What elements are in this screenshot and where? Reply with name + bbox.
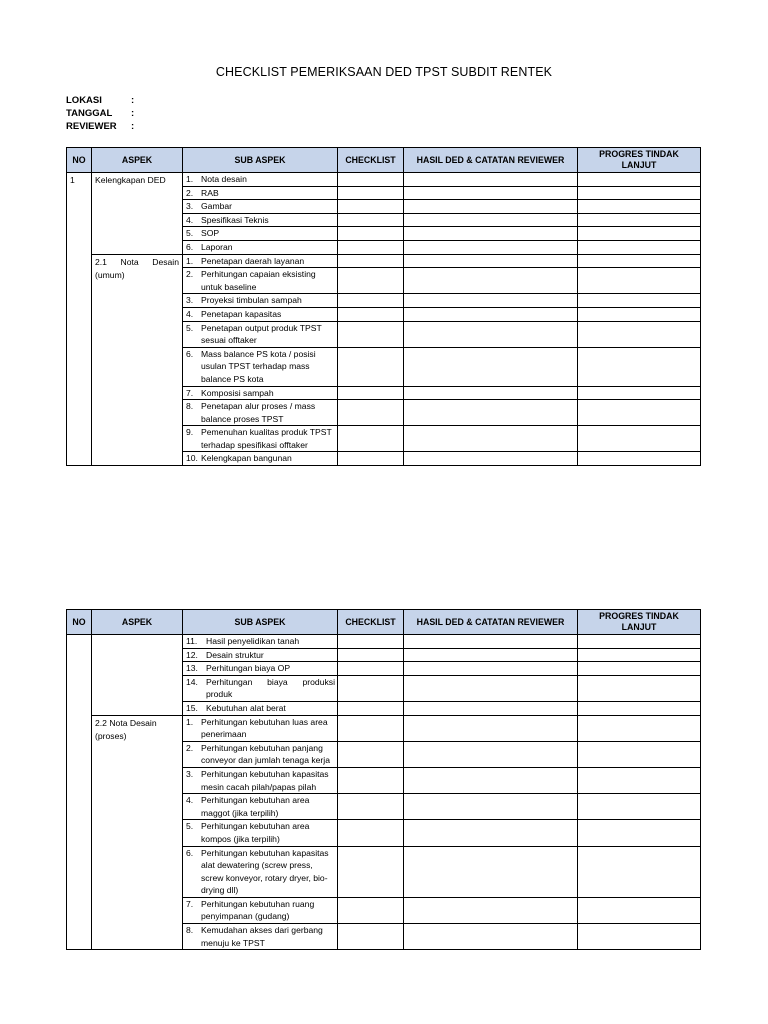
sub-aspek-cell — [183, 846, 338, 897]
sub-aspek-item — [186, 768, 335, 793]
sub-aspek-number: 8. — [186, 401, 194, 412]
checklist-table-2 — [66, 609, 701, 950]
sub-aspek-number: 2. — [186, 742, 194, 753]
sub-aspek-cell — [183, 386, 338, 400]
checklist-cell[interactable] — [338, 426, 404, 452]
hasil-cell[interactable] — [404, 897, 578, 923]
sub-aspek-item — [186, 702, 335, 715]
hasil-cell[interactable] — [404, 794, 578, 820]
sub-aspek-text: Perhitungan kebutuhan luas area penerimaan — [201, 716, 328, 740]
checklist-cell[interactable] — [338, 715, 404, 741]
sub-aspek-item — [186, 898, 335, 923]
progres-cell[interactable] — [578, 675, 701, 701]
checklist-cell[interactable] — [338, 347, 404, 386]
sub-aspek-text: Nota desain — [201, 174, 247, 184]
sub-aspek-text: Desain struktur — [206, 649, 264, 660]
hasil-cell[interactable] — [404, 400, 578, 426]
sub-aspek-number: 13. — [186, 663, 198, 674]
progres-cell[interactable] — [578, 240, 701, 254]
progres-cell[interactable] — [578, 386, 701, 400]
hasil-cell[interactable] — [404, 213, 578, 227]
sub-aspek-cell — [183, 426, 338, 452]
sub-aspek-text: Kemudahan akses dari gerbang menuju ke TPST — [201, 925, 323, 948]
sub-aspek-text: Hasil penyelidikan tanah — [206, 636, 300, 646]
sub-aspek-cell — [183, 701, 338, 715]
progres-cell[interactable] — [578, 701, 701, 715]
progres-cell[interactable] — [578, 648, 701, 662]
sub-aspek-number: 4. — [186, 795, 194, 806]
progres-cell[interactable] — [578, 186, 701, 200]
sub-aspek-cell — [183, 294, 338, 308]
sub-aspek-number: 1. — [186, 716, 194, 727]
aspek-cell — [92, 635, 183, 716]
table-header-row — [67, 148, 701, 173]
sub-aspek-cell — [183, 794, 338, 820]
sub-aspek-number: 4. — [186, 308, 194, 319]
sub-aspek-text: Perhitungan biaya produksi produk — [206, 676, 335, 700]
progres-cell[interactable] — [578, 897, 701, 923]
sub-aspek-number: 1. — [186, 255, 194, 266]
checklist-cell[interactable] — [338, 254, 404, 268]
sub-aspek-item — [186, 400, 335, 425]
hasil-cell[interactable] — [404, 186, 578, 200]
checklist-cell[interactable] — [338, 240, 404, 254]
meta-label: TANGGAL — [66, 108, 113, 119]
checklist-cell[interactable] — [338, 173, 404, 187]
sub-aspek-item — [186, 214, 335, 227]
meta-label: REVIEWER — [66, 121, 117, 132]
sub-aspek-number: 4. — [186, 214, 194, 225]
checklist-cell[interactable] — [338, 321, 404, 347]
sub-aspek-cell — [183, 897, 338, 923]
sub-aspek-number: 2. — [186, 187, 194, 198]
progres-cell[interactable] — [578, 452, 701, 466]
progres-cell[interactable] — [578, 767, 701, 793]
sub-aspek-item — [186, 676, 335, 701]
sub-aspek-text: SOP — [201, 228, 220, 239]
sub-aspek-item — [186, 387, 335, 400]
header-checklist: CHECKLIST — [338, 148, 404, 173]
hasil-cell[interactable] — [404, 452, 578, 466]
hasil-cell[interactable] — [404, 846, 578, 897]
sub-aspek-cell — [183, 767, 338, 793]
sub-aspek-text: Perhitungan kebutuhan kapasitas mesin cacah pilah/papas pilah — [201, 768, 329, 792]
checklist-cell[interactable] — [338, 662, 404, 676]
sub-aspek-cell — [183, 200, 338, 214]
progres-cell[interactable] — [578, 400, 701, 426]
progres-cell[interactable] — [578, 715, 701, 741]
hasil-cell[interactable] — [404, 741, 578, 767]
sub-aspek-number: 6. — [186, 348, 194, 359]
sub-aspek-text: Proyeksi timbulan sampah — [201, 295, 302, 306]
table-row — [67, 715, 701, 741]
sub-aspek-item — [186, 426, 335, 451]
no-cell — [67, 635, 92, 950]
sub-aspek-number: 3. — [186, 295, 194, 306]
checklist-cell[interactable] — [338, 186, 404, 200]
progres-cell[interactable] — [578, 227, 701, 241]
sub-aspek-item — [186, 662, 335, 675]
progres-cell[interactable] — [578, 307, 701, 321]
progres-cell[interactable] — [578, 741, 701, 767]
sub-aspek-text: Penetapan output produk TPST sesuai offtaker — [201, 322, 322, 346]
header-hasil: HASIL DED & CATATAN REVIEWER — [404, 610, 578, 635]
progres-cell[interactable] — [578, 846, 701, 897]
sub-aspek-text: Komposisi sampah — [201, 387, 274, 398]
progres-cell[interactable] — [578, 924, 701, 950]
document-title: CHECKLIST PEMERIKSAAN DED TPST SUBDIT RENTEK — [215, 65, 553, 79]
sub-aspek-number: 1. — [186, 174, 194, 184]
sub-aspek-text: Laporan — [201, 241, 233, 252]
sub-aspek-text: Penetapan kapasitas — [201, 308, 282, 319]
sub-aspek-item — [186, 173, 335, 186]
sub-aspek-cell — [183, 240, 338, 254]
meta-row — [66, 107, 141, 120]
sub-aspek-cell — [183, 321, 338, 347]
hasil-cell[interactable] — [404, 268, 578, 294]
header-no: NO — [67, 610, 92, 635]
checklist-cell[interactable] — [338, 227, 404, 241]
sub-aspek-number: 5. — [186, 322, 194, 333]
sub-aspek-item — [186, 742, 335, 767]
meta-row — [66, 120, 141, 133]
progres-cell[interactable] — [578, 635, 701, 649]
sub-aspek-text: Mass balance PS kota / posisi usulan TPST terhadap mass balance PS kota — [201, 348, 316, 384]
sub-aspek-item — [186, 649, 335, 662]
header-sub-aspek: SUB ASPEK — [183, 610, 338, 635]
hasil-cell[interactable] — [404, 426, 578, 452]
sub-aspek-item — [186, 924, 335, 949]
sub-aspek-number: 15. — [186, 702, 198, 713]
sub-aspek-item — [186, 794, 335, 819]
sub-aspek-number: 7. — [186, 387, 194, 398]
sub-aspek-item — [186, 308, 335, 321]
table-row — [67, 173, 701, 187]
hasil-cell[interactable] — [404, 767, 578, 793]
sub-aspek-cell — [183, 648, 338, 662]
meta-colon: : — [131, 95, 135, 106]
hasil-cell[interactable] — [404, 240, 578, 254]
checklist-cell[interactable] — [338, 897, 404, 923]
hasil-cell[interactable] — [404, 321, 578, 347]
sub-aspek-text: Kebutuhan alat berat — [206, 702, 286, 713]
sub-aspek-cell — [183, 452, 338, 466]
no-cell: 1 — [67, 173, 92, 466]
checklist-cell[interactable] — [338, 307, 404, 321]
checklist-cell[interactable] — [338, 820, 404, 846]
checklist-cell[interactable] — [338, 200, 404, 214]
checklist-cell[interactable] — [338, 294, 404, 308]
progres-cell[interactable] — [578, 213, 701, 227]
sub-aspek-item — [186, 322, 335, 347]
sub-aspek-number: 14. — [186, 676, 198, 687]
header-no: NO — [67, 148, 92, 173]
progres-cell[interactable] — [578, 347, 701, 386]
sub-aspek-number: 9. — [186, 427, 194, 438]
sub-aspek-cell — [183, 924, 338, 950]
sub-aspek-cell — [183, 715, 338, 741]
checklist-cell[interactable] — [338, 635, 404, 649]
hasil-cell[interactable] — [404, 200, 578, 214]
progres-cell[interactable] — [578, 321, 701, 347]
checklist-cell[interactable] — [338, 386, 404, 400]
checklist-cell[interactable] — [338, 846, 404, 897]
checklist-cell[interactable] — [338, 767, 404, 793]
checklist-cell[interactable] — [338, 268, 404, 294]
sub-aspek-number: 6. — [186, 241, 194, 252]
sub-aspek-text: RAB — [201, 187, 219, 198]
sub-aspek-text: Penetapan alur proses / mass balance proses TPST — [201, 401, 316, 424]
sub-aspek-cell — [183, 820, 338, 846]
hasil-cell[interactable] — [404, 227, 578, 241]
hasil-cell[interactable] — [404, 635, 578, 649]
sub-aspek-item — [186, 187, 335, 200]
checklist-cell[interactable] — [338, 924, 404, 950]
hasil-cell[interactable] — [404, 662, 578, 676]
sub-aspek-item — [186, 294, 335, 307]
hasil-cell[interactable] — [404, 386, 578, 400]
checklist-table-1 — [66, 147, 701, 466]
aspek-cell: 2.1 Nota Desain (umum) — [92, 254, 183, 466]
header-aspek: ASPEK — [92, 148, 183, 173]
sub-aspek-text: Perhitungan kebutuhan area kompos (jika terpilih) — [201, 821, 310, 844]
sub-aspek-cell — [183, 662, 338, 676]
sub-aspek-cell — [183, 254, 338, 268]
meta-block — [66, 94, 141, 133]
sub-aspek-item — [186, 716, 335, 741]
header-progres: PROGRES TINDAK LANJUT — [578, 148, 701, 173]
aspek-cell: Kelengkapan DED — [92, 173, 183, 255]
hasil-cell[interactable] — [404, 307, 578, 321]
sub-aspek-cell — [183, 675, 338, 701]
sub-aspek-text: Perhitungan kebutuhan ruang penyimpanan (gudang) — [201, 898, 315, 922]
sub-aspek-number: 3. — [186, 201, 194, 212]
header-aspek: ASPEK — [92, 610, 183, 635]
sub-aspek-item — [186, 847, 335, 897]
sub-aspek-cell — [183, 400, 338, 426]
sub-aspek-number: 8. — [186, 925, 194, 936]
sub-aspek-item — [186, 635, 335, 648]
sub-aspek-cell — [183, 635, 338, 649]
table-row — [67, 635, 701, 649]
hasil-cell[interactable] — [404, 924, 578, 950]
table-row — [67, 254, 701, 268]
sub-aspek-item — [186, 820, 335, 845]
sub-aspek-cell — [183, 307, 338, 321]
header-checklist: CHECKLIST — [338, 610, 404, 635]
sub-aspek-number: 3. — [186, 768, 194, 779]
sub-aspek-cell — [183, 186, 338, 200]
sub-aspek-number: 5. — [186, 228, 194, 239]
hasil-cell[interactable] — [404, 347, 578, 386]
hasil-cell[interactable] — [404, 173, 578, 187]
sub-aspek-number: 5. — [186, 821, 194, 832]
sub-aspek-item — [186, 227, 335, 240]
checklist-cell[interactable] — [338, 701, 404, 715]
progres-cell[interactable] — [578, 794, 701, 820]
header-hasil: HASIL DED & CATATAN REVIEWER — [404, 148, 578, 173]
sub-aspek-cell — [183, 213, 338, 227]
sub-aspek-item — [186, 200, 335, 213]
sub-aspek-cell — [183, 741, 338, 767]
checklist-cell[interactable] — [338, 648, 404, 662]
checklist-cell[interactable] — [338, 741, 404, 767]
sub-aspek-number: 10. — [186, 453, 198, 464]
aspek-cell: 2.2 Nota Desain (proses) — [92, 715, 183, 950]
meta-label: LOKASI — [66, 95, 102, 106]
sub-aspek-cell — [183, 227, 338, 241]
progres-cell[interactable] — [578, 820, 701, 846]
checklist-cell[interactable] — [338, 213, 404, 227]
sub-aspek-cell — [183, 347, 338, 386]
hasil-cell[interactable] — [404, 294, 578, 308]
progres-cell[interactable] — [578, 426, 701, 452]
sub-aspek-text: Spesifikasi Teknis — [201, 214, 269, 225]
header-progres: PROGRES TINDAK LANJUT — [578, 610, 701, 635]
hasil-cell[interactable] — [404, 715, 578, 741]
progres-cell[interactable] — [578, 254, 701, 268]
hasil-cell[interactable] — [404, 820, 578, 846]
hasil-cell[interactable] — [404, 675, 578, 701]
header-sub-aspek: SUB ASPEK — [183, 148, 338, 173]
sub-aspek-number: 6. — [186, 847, 194, 858]
sub-aspek-number: 11. — [186, 636, 198, 646]
checklist-cell[interactable] — [338, 452, 404, 466]
meta-row — [66, 94, 141, 107]
checklist-cell[interactable] — [338, 794, 404, 820]
sub-aspek-text: Perhitungan biaya OP — [206, 663, 291, 674]
sub-aspek-text: Perhitungan kebutuhan panjang conveyor dan jumlah tenaga kerja — [201, 742, 330, 766]
sub-aspek-text: Perhitungan kebutuhan area maggot (jika terpilih) — [201, 795, 310, 818]
sub-aspek-text: Penetapan daerah layanan — [201, 255, 305, 266]
checklist-cell[interactable] — [338, 675, 404, 701]
sub-aspek-cell — [183, 173, 338, 187]
sub-aspek-item — [186, 452, 335, 465]
sub-aspek-cell — [183, 268, 338, 294]
sub-aspek-number: 7. — [186, 898, 194, 909]
progres-cell[interactable] — [578, 268, 701, 294]
hasil-cell[interactable] — [404, 701, 578, 715]
sub-aspek-number: 12. — [186, 649, 198, 660]
hasil-cell[interactable] — [404, 254, 578, 268]
table-header-row — [67, 610, 701, 635]
sub-aspek-number: 2. — [186, 269, 194, 280]
meta-colon: : — [131, 108, 135, 119]
progres-cell[interactable] — [578, 173, 701, 187]
meta-colon: : — [131, 121, 135, 132]
progres-cell[interactable] — [578, 294, 701, 308]
sub-aspek-item — [186, 348, 335, 386]
hasil-cell[interactable] — [404, 648, 578, 662]
progres-cell[interactable] — [578, 200, 701, 214]
checklist-cell[interactable] — [338, 400, 404, 426]
sub-aspek-item — [186, 241, 335, 254]
sub-aspek-text: Perhitungan kebutuhan kapasitas alat dewatering (screw press, screw konveyor, rotary dryer, bio-drying dll) — [201, 847, 329, 896]
sub-aspek-item — [186, 268, 335, 293]
sub-aspek-text: Pemenuhan kualitas produk TPST terhadap spesifikasi offtaker — [201, 427, 332, 450]
sub-aspek-text: Kelengkapan bangunan — [201, 453, 292, 464]
sub-aspek-text: Perhitungan capaian eksisting untuk baseline — [201, 269, 316, 292]
sub-aspek-text: Gambar — [201, 201, 233, 212]
sub-aspek-item — [186, 255, 335, 268]
progres-cell[interactable] — [578, 662, 701, 676]
